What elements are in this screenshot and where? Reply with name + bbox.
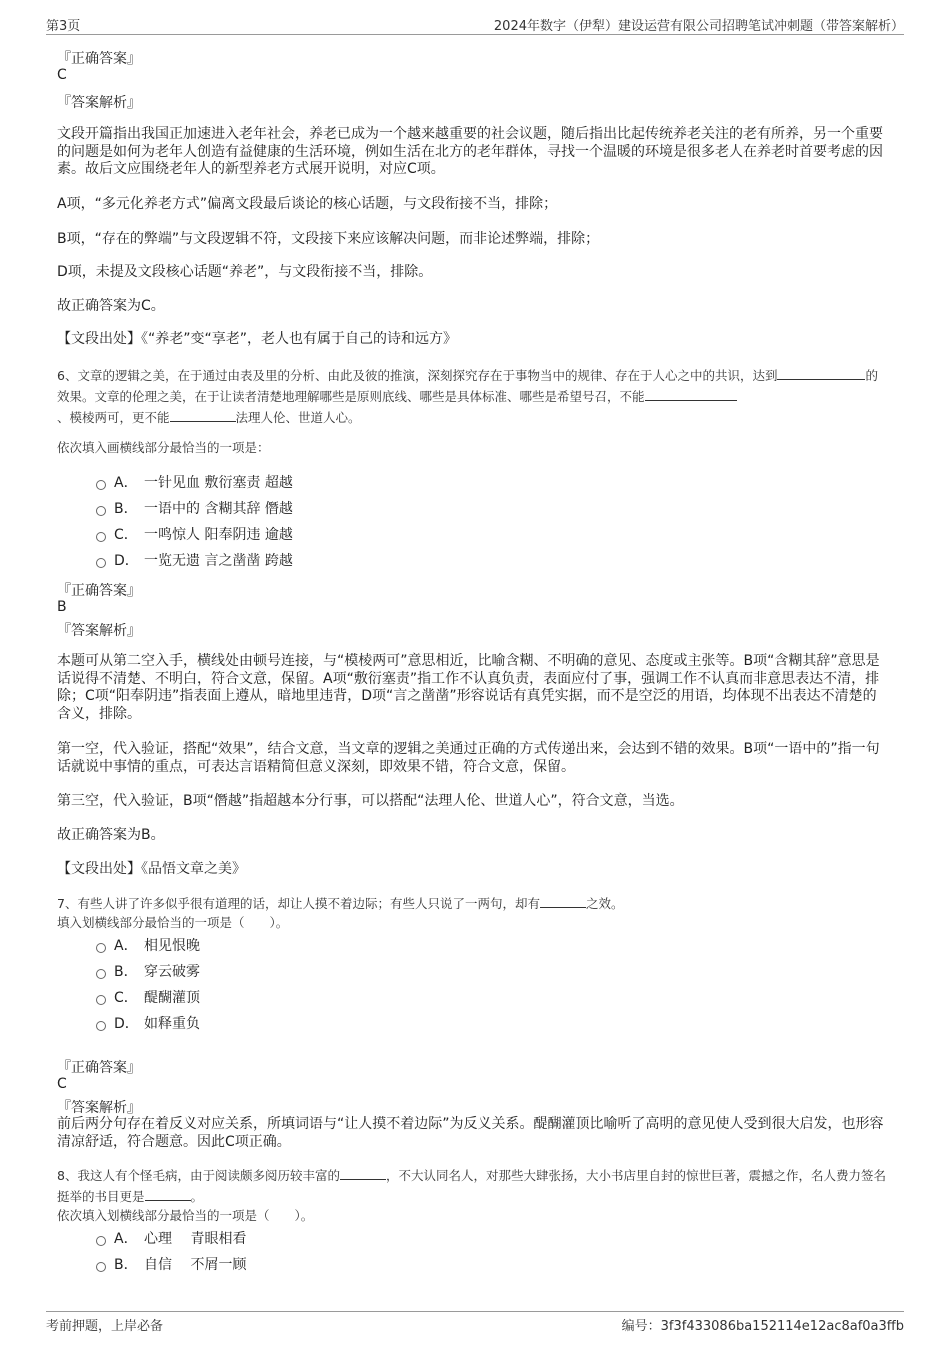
analysis-label: 『答案解析』 [57, 1100, 141, 1116]
option-b[interactable]: B． 一语中的 含糊其辞 僭越 [96, 499, 293, 519]
source-citation: 【文段出处】《“养老”变“享老”，老人也有属于自己的诗和远方》 [57, 331, 458, 347]
analysis-paragraph: B项，“存在的弊端”与文段逻辑不符，文段接下来应该解决问题，而非论述弊端，排除； [57, 231, 600, 247]
radio-button[interactable] [96, 969, 106, 979]
radio-button[interactable] [96, 480, 106, 490]
question-prompt: 依次填入划横线部分最恰当的一项是（ ）。 [57, 1208, 314, 1223]
answer-blank [777, 366, 865, 380]
source-citation: 【文段出处】《品悟文章之美》 [57, 861, 246, 877]
question-stem: 6、文章的逻辑之美，在于通过由表及里的分析、由此及彼的推演，深刻探究存在于事物当中的规律、存在于人心之中的共识，达到 的效果。文章的伦理之美，在于让读者清楚地理解哪些是原则底线、哪些是具体标准、哪些是希望号召，不能 、模棱两可，更不能 法理人伦、世道人心。 [57, 368, 878, 425]
question-prompt: 依次填入画横线部分最恰当的一项是： [57, 440, 270, 455]
correct-answer-label: 『正确答案』 [57, 1060, 141, 1076]
footer-slogan: 考前押题，上岸必备 [46, 1319, 164, 1334]
option-d[interactable]: D． 如释重负 [96, 1014, 200, 1034]
radio-button[interactable] [96, 995, 106, 1005]
document-title: 2024年数字（伊犁）建设运营有限公司招聘笔试冲刺题（带答案解析） [493, 19, 904, 34]
radio-button[interactable] [96, 1236, 106, 1246]
radio-button[interactable] [96, 1021, 106, 1031]
answer-blank [340, 1166, 386, 1180]
analysis-conclusion: 故正确答案为B。 [57, 827, 165, 843]
analysis-paragraph: 第三空，代入验证，B项“僭越”指超越本分行事，可以搭配“法理人伦、世道人心”，符合文意，当选。 [57, 793, 684, 809]
option-c[interactable]: C． 一鸣惊人 阳奉阴违 逾越 [96, 525, 293, 545]
analysis-paragraph: 文段开篇指出我国正加速进入老年社会，养老已成为一个越来越重要的社会议题，随后指出比起传统养老关注的老有所养，另一个重要的问题是如何为老年人创造有益健康的生活环境，例如生活在北方的老年群体，寻找一个温暖的环境是很多老人在养老时首要考虑的因素。故后文应围绕老年人的新型养老方式展开说明，对应C项。 [57, 126, 883, 177]
question-prompt: 填入划横线部分最恰当的一项是（ ）。 [57, 915, 289, 930]
option-a[interactable]: A． 相见恨晚 [96, 936, 200, 956]
correct-answer-value: B [57, 599, 67, 615]
header-divider [46, 34, 904, 35]
correct-answer-value: C [57, 67, 67, 83]
radio-button[interactable] [96, 1262, 106, 1272]
analysis-label: 『答案解析』 [57, 623, 141, 639]
analysis-paragraph: 第一空，代入验证，搭配“效果”，结合文意，当文章的逻辑之美通过正确的方式传递出来，会达到不错的效果。B项“一语中的”指一句话就说中事情的重点，可表达言语精简但意义深刻，即效果不错，符合文意，保留。 [57, 741, 880, 775]
radio-button[interactable] [96, 558, 106, 568]
answer-blank [170, 408, 236, 422]
answer-blank [645, 387, 737, 401]
question-stem: 7、有些人讲了许多似乎很有道理的话，却让人摸不着边际；有些人只说了一两句，却有 之效。 [57, 896, 624, 911]
page-number: 第3页 [46, 19, 81, 34]
answer-blank [145, 1187, 191, 1201]
option-d[interactable]: D． 一览无遗 言之凿凿 跨越 [96, 551, 293, 571]
footer-divider [46, 1311, 904, 1312]
question-stem: 8、我这人有个怪毛病，由于阅读颇多阅历较丰富的 ，不大认同名人，对那些大肆张扬，大小书店里自封的惊世巨著，震撼之作，名人费力签名挺举的书目更是 。 [57, 1168, 886, 1204]
option-a[interactable]: A． 一针见血 敷衍塞责 超越 [96, 473, 293, 493]
analysis-paragraph: 本题可从第二空入手，横线处由顿号连接，与“模棱两可”意思相近，比喻含糊、不明确的意见、态度或主张等。B项“含糊其辞”意思是话说得不清楚、不明白，符合文意，保留。A项“敷衍塞责”指工作不认真负责，表面应付了事，强调工作不认真而非意思表达不清，排除；C项“阳奉阴违”指表面上遵从，暗地里违背，D项“言之凿凿”形容说话有真凭实据，而不是空泛的用语，均体现不出表达不清楚的含义，排除。 [57, 653, 880, 722]
option-b[interactable]: B． 穿云破雾 [96, 962, 200, 982]
answer-blank [540, 894, 586, 908]
correct-answer-value: C [57, 1076, 67, 1092]
analysis-conclusion: 故正确答案为C。 [57, 298, 165, 314]
option-b[interactable]: B． 自信 不屑一顾 [96, 1255, 246, 1275]
analysis-paragraph: 前后两分句存在着反义对应关系，所填词语与“让人摸不着边际”为反义关系。醍醐灌顶比喻听了高明的意见使人受到很大启发，也形容清凉舒适，符合题意。因此C项正确。 [57, 1116, 884, 1150]
radio-button[interactable] [96, 532, 106, 542]
option-c[interactable]: C． 醍醐灌顶 [96, 988, 200, 1008]
analysis-label: 『答案解析』 [57, 95, 141, 111]
radio-button[interactable] [96, 943, 106, 953]
correct-answer-label: 『正确答案』 [57, 583, 141, 599]
correct-answer-label: 『正确答案』 [57, 51, 141, 67]
document-code: 编号：3f3f433086ba152114e12ac8af0a3ffb [621, 1319, 904, 1334]
analysis-paragraph: A项，“多元化养老方式”偏离文段最后谈论的核心话题，与文段衔接不当，排除； [57, 196, 558, 212]
analysis-paragraph: D项，未提及文段核心话题“养老”，与文段衔接不当，排除。 [57, 264, 433, 280]
option-a[interactable]: A． 心理 青眼相看 [96, 1229, 246, 1249]
radio-button[interactable] [96, 506, 106, 516]
